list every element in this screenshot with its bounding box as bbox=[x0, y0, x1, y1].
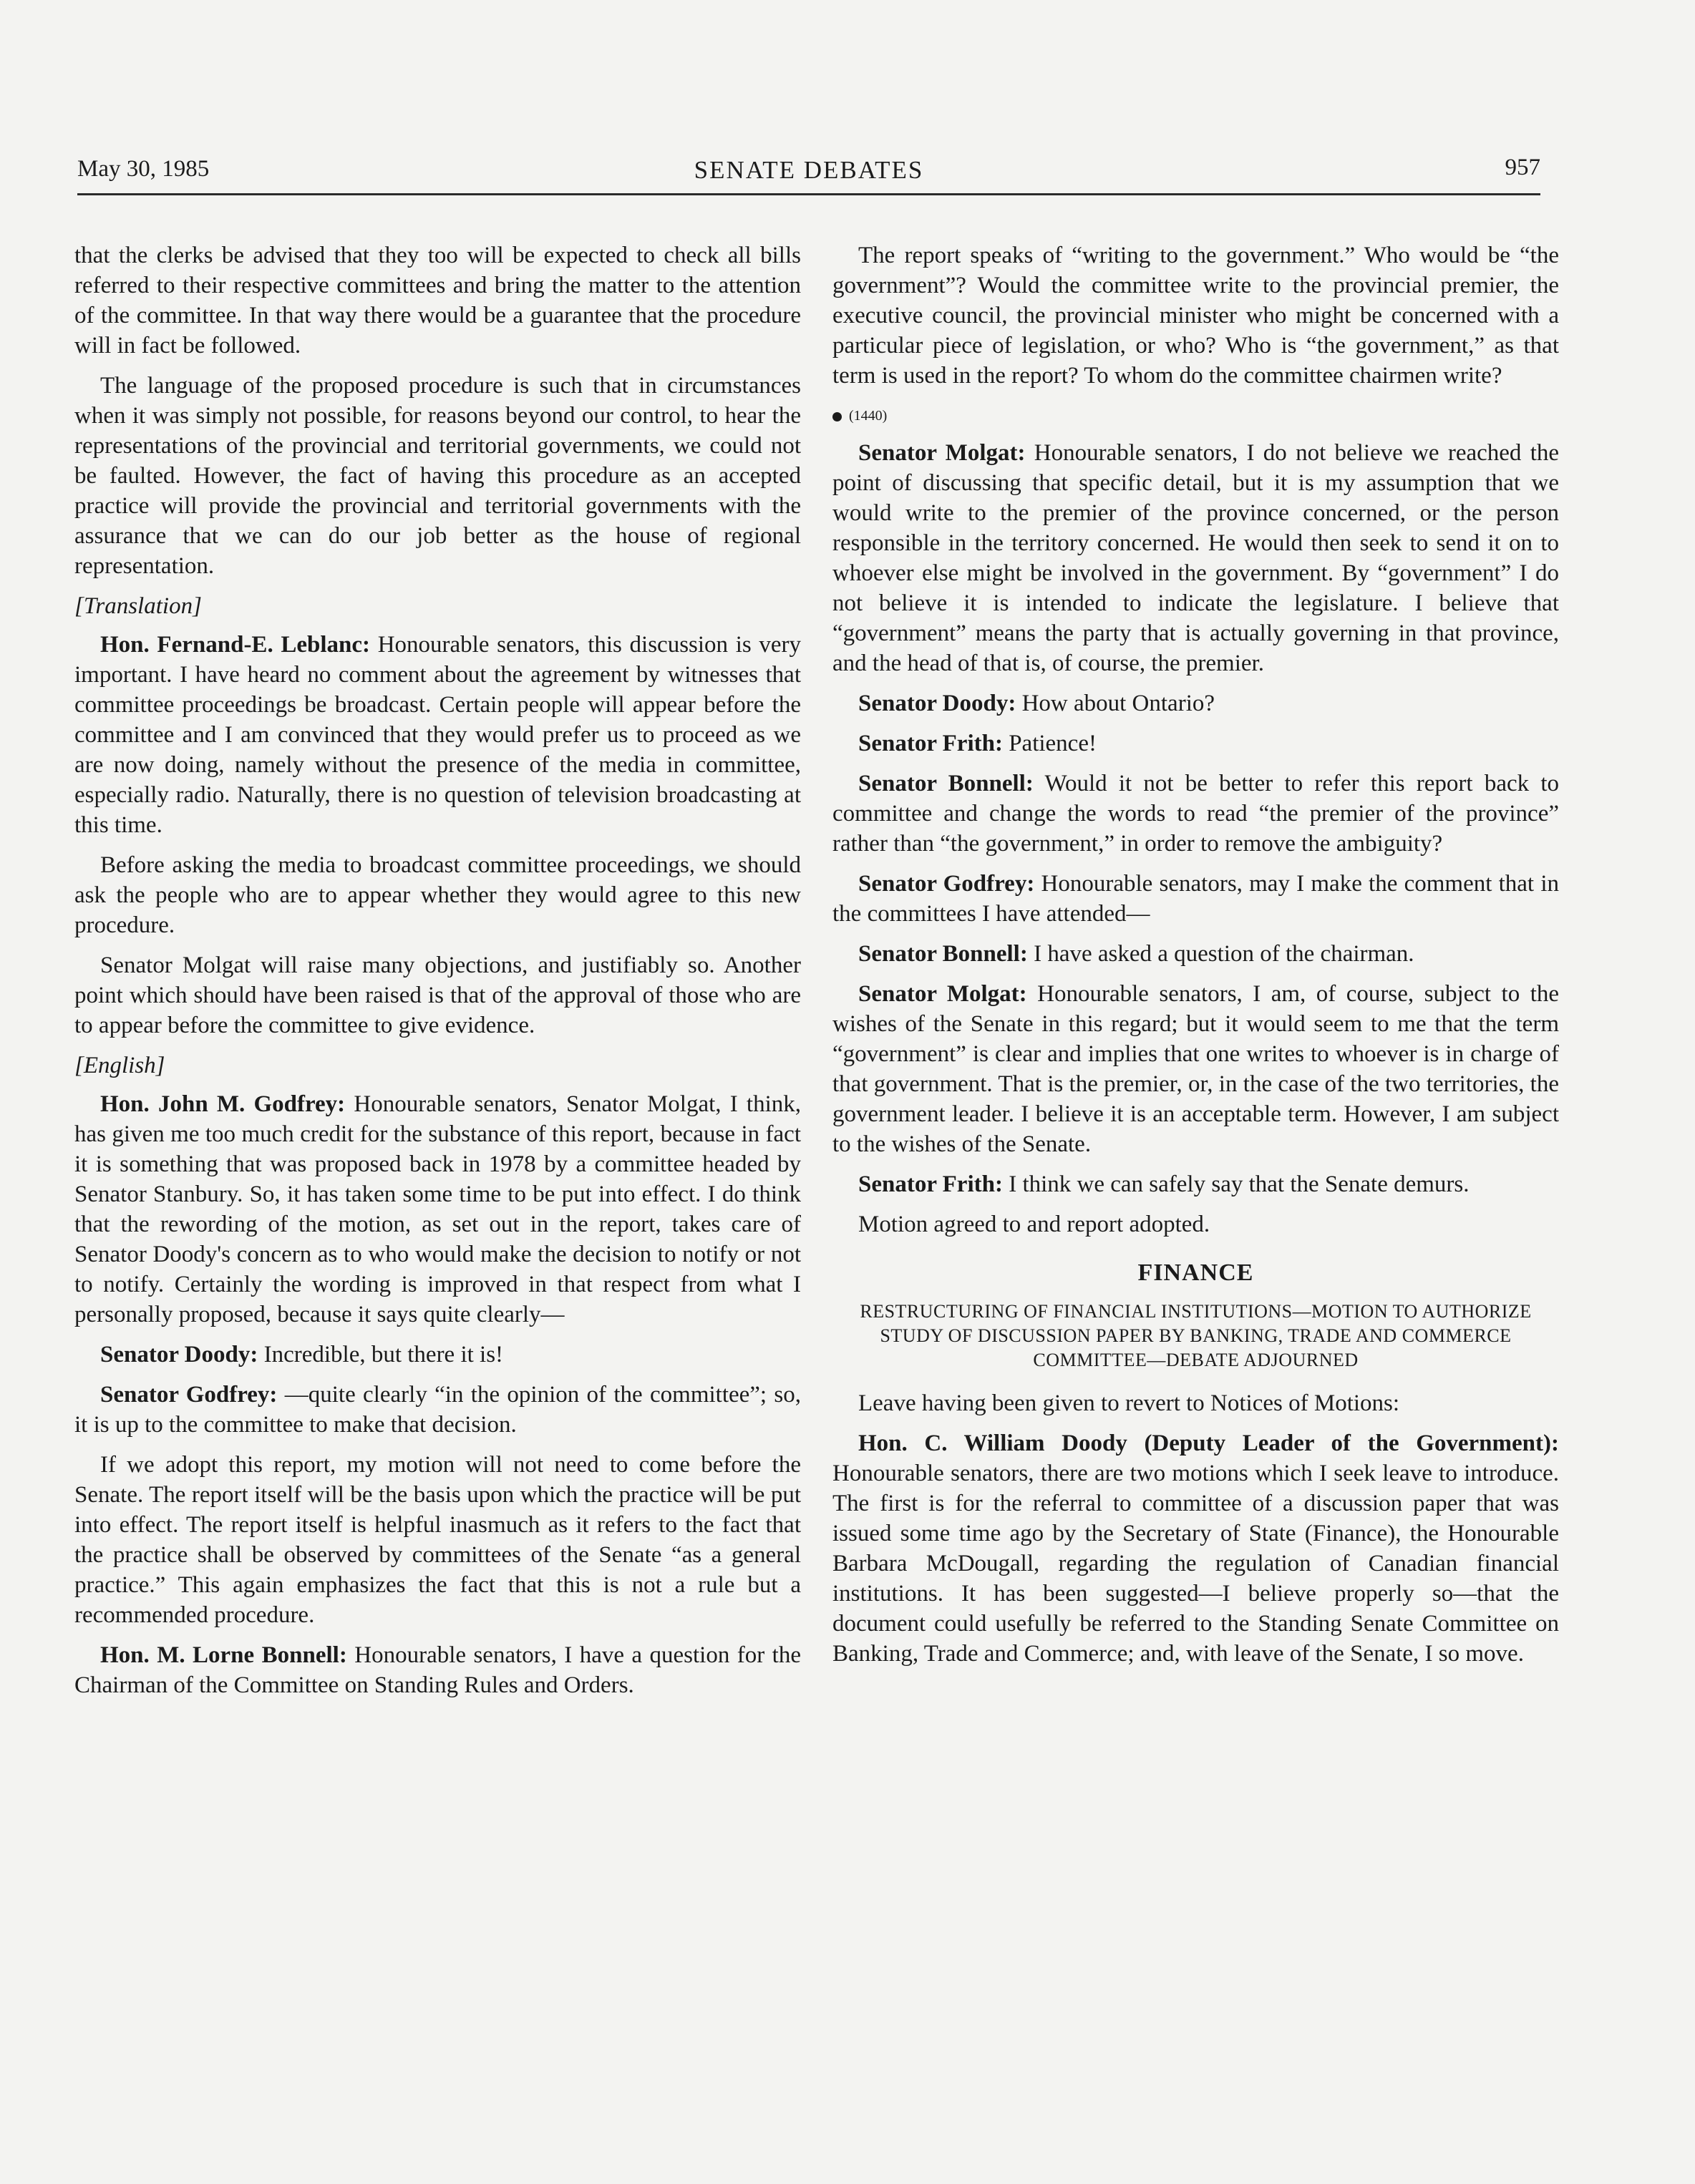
speech-text: Honourable senators, Senator Molgat, I think, has given me too much credit for the substance of this report, because in fact it is something that was proposed back in 1978 by a committee headed by Senator Stanbury. So, it has taken some time to be put into effect. I do think that the rewording of the motion, as set out in the report, takes care of Senator Doody's concern as to who would make the decision to notify or not to notify. Certainly the wording is improved in that respect from what I personally proposed, because it says quite clearly— bbox=[74, 1091, 801, 1327]
speaker-name: Hon. Fernand-E. Leblanc: bbox=[100, 632, 371, 658]
time-marker bbox=[832, 401, 1559, 431]
paragraph: If we adopt this report, my motion will not need to come before the Senate. The report itself will be the basis upon which the practice will be put into effect. The report itself is helpful inasmuch as it refers to the fact that the practice shall be observed by committees of the Senate “as a general practice.” This again emphasizes the fact that this is not a rule but a recommended procedure. bbox=[74, 1452, 801, 1628]
speech-text: Honourable senators, I am, of course, subject to the wishes of the Senate in this regard; but it would seem to me that the term “government” is clear and implies that one writes to whoever is in charge of that government. That is the premier, or, in the case of the two territories, the government leader. I believe it is an acceptable term. However, I am subject to the wishes of the Senate. bbox=[832, 981, 1560, 1157]
speech-text: Honourable senators, I have a question for the Chairman of the Committee on Standing Rules and Orders. bbox=[74, 1642, 801, 1698]
speech-text: Incredible, but there it is! bbox=[263, 1342, 504, 1368]
speaker-name: Senator Frith: bbox=[858, 731, 1003, 756]
speech-paragraph bbox=[832, 728, 1559, 759]
paragraph: Senator Molgat will raise many objections, and justifiably so. Another point which should have been raised is that of the approval of those who are to appear before the committee to give evidence. bbox=[74, 952, 801, 1038]
header-title: SENATE DEBATES bbox=[694, 156, 924, 184]
bullet-icon bbox=[832, 412, 842, 421]
language-marker: [English] bbox=[74, 1053, 165, 1078]
section-subtitle: RESTRUCTURING OF FINANCIAL INSTITUTIONS—MOTION TO AUTHORIZE STUDY OF DISCUSSION PAPER BY BANKING, TRADE AND COMMERCE COMMITTEE—DEBATE ADJOURNED bbox=[860, 1301, 1532, 1370]
speech-paragraph bbox=[74, 1340, 801, 1370]
speech-text: Honourable senators, I do not believe we reached the point of discussing that specific detail, but it is my assumption that we would write to the premier of the province concerned, or the person responsible in the territory concerned. He would then seek to send it on to whoever else might be involved in the government. By “government” I do not believe it is intended to indicate the legislature. I believe that “government” means the party that is actually governing in that province, and the head of that is, of course, the premier. bbox=[832, 440, 1560, 676]
speech-paragraph bbox=[74, 1089, 801, 1330]
speech-text: How about Ontario? bbox=[1021, 691, 1215, 716]
page-header bbox=[77, 153, 1540, 195]
speaker-name: Senator Godfrey: bbox=[858, 871, 1035, 897]
speech-text: Honourable senators, this discussion is very important. I have heard no comment about the agreement by witnesses that committee proceedings be broadcast. Certain people will appear before the committee and I am convinced that they would prefer us to proceed as we are now doing, namely without the presence of the media in committee, especially radio. Naturally, there is no question of television broadcasting at this time. bbox=[74, 632, 802, 838]
speaker-name: Senator Doody: bbox=[858, 691, 1016, 716]
speaker-name: Hon. C. William Doody (Deputy Leader of the Government): bbox=[858, 1430, 1559, 1456]
speaker-name: Hon. John M. Godfrey: bbox=[100, 1091, 346, 1117]
speech-paragraph bbox=[74, 1380, 801, 1440]
speech-text: Honourable senators, there are two motions which I seek leave to introduce. The first is for the referral to committee of a discussion paper that was issued some time ago by the Secretary of State (Finance), the Honourable Barbara McDougall, regarding the regulation of Canadian financial institutions. It has been suggested—I believe properly so—that the document could usefully be referred to the Standing Senate Committee on Banking, Trade and Commerce; and, with leave of the Senate, I so move. bbox=[832, 1461, 1559, 1667]
speech-paragraph bbox=[832, 939, 1559, 969]
right-column bbox=[832, 240, 1559, 1679]
speech-text: I have asked a question of the chairman. bbox=[1034, 941, 1414, 967]
speech-paragraph bbox=[832, 769, 1559, 859]
speech-paragraph bbox=[74, 1640, 801, 1700]
speech-paragraph bbox=[74, 630, 801, 840]
language-marker: [Translation] bbox=[74, 593, 202, 619]
speech-text: Would it not be better to refer this report back to committee and change the words to read “the premier of the province” rather than “the government,” in order to remove the ambiguity? bbox=[832, 771, 1560, 857]
speech-paragraph bbox=[832, 1428, 1559, 1669]
speaker-name: Hon. M. Lorne Bonnell: bbox=[100, 1642, 347, 1668]
time-marker-text: (1440) bbox=[849, 408, 888, 424]
paragraph: Leave having been given to revert to Notices of Motions: bbox=[858, 1390, 1400, 1416]
speech-text: Honourable senators, may I make the comment that in the committees I have attended— bbox=[832, 871, 1559, 927]
paragraph: that the clerks be advised that they too will be expected to check all bills referred to their respective committees and bring the matter to the attention of the committee. In that way there would be a guarantee that the procedure will in fact be followed. bbox=[74, 243, 801, 359]
speech-text: —quite clearly “in the opinion of the committee”; so, it is up to the committee to make that decision. bbox=[74, 1382, 802, 1438]
speech-text: I think we can safely say that the Senate demurs. bbox=[1009, 1171, 1470, 1197]
speaker-name: Senator Doody: bbox=[100, 1342, 258, 1368]
paragraph: Before asking the media to broadcast committee proceedings, we should ask the people who are to appear whether they would agree to this new procedure. bbox=[74, 852, 801, 938]
speaker-name: Senator Molgat: bbox=[858, 440, 1026, 466]
section-title: FINANCE bbox=[1137, 1259, 1254, 1286]
speaker-name: Senator Godfrey: bbox=[100, 1382, 278, 1408]
speaker-name: Senator Frith: bbox=[858, 1171, 1003, 1197]
paragraph: Motion agreed to and report adopted. bbox=[858, 1212, 1210, 1237]
header-date: May 30, 1985 bbox=[77, 156, 210, 182]
speaker-name: Senator Molgat: bbox=[858, 981, 1027, 1007]
speaker-name: Senator Bonnell: bbox=[858, 771, 1034, 796]
left-column bbox=[74, 240, 801, 1710]
speech-text: Patience! bbox=[1009, 731, 1097, 756]
speech-paragraph bbox=[832, 1169, 1559, 1199]
paragraph: The report speaks of “writing to the government.” Who would be “the government”? Would the committee write to the provincial premier, the executive council, the provincial minister who might be concerned with a particular piece of legislation, or who? Who is “the government,” as that term is used in the report? To whom do the committee chairmen write? bbox=[832, 243, 1559, 389]
speech-paragraph bbox=[832, 438, 1559, 678]
page-number: 957 bbox=[1505, 155, 1540, 180]
speech-paragraph bbox=[832, 869, 1559, 929]
speaker-name: Senator Bonnell: bbox=[858, 941, 1028, 967]
paragraph: The language of the proposed procedure is such that in circumstances when it was simply not possible, for reasons beyond our control, to hear the representations of the provincial and territorial governments, we could not be faulted. However, the fact of having this procedure as an accepted practice will provide the provincial and territorial governments with the assurance that we can do our job better as the house of regional representation. bbox=[74, 373, 801, 579]
speech-paragraph bbox=[832, 688, 1559, 718]
speech-paragraph bbox=[832, 979, 1559, 1159]
